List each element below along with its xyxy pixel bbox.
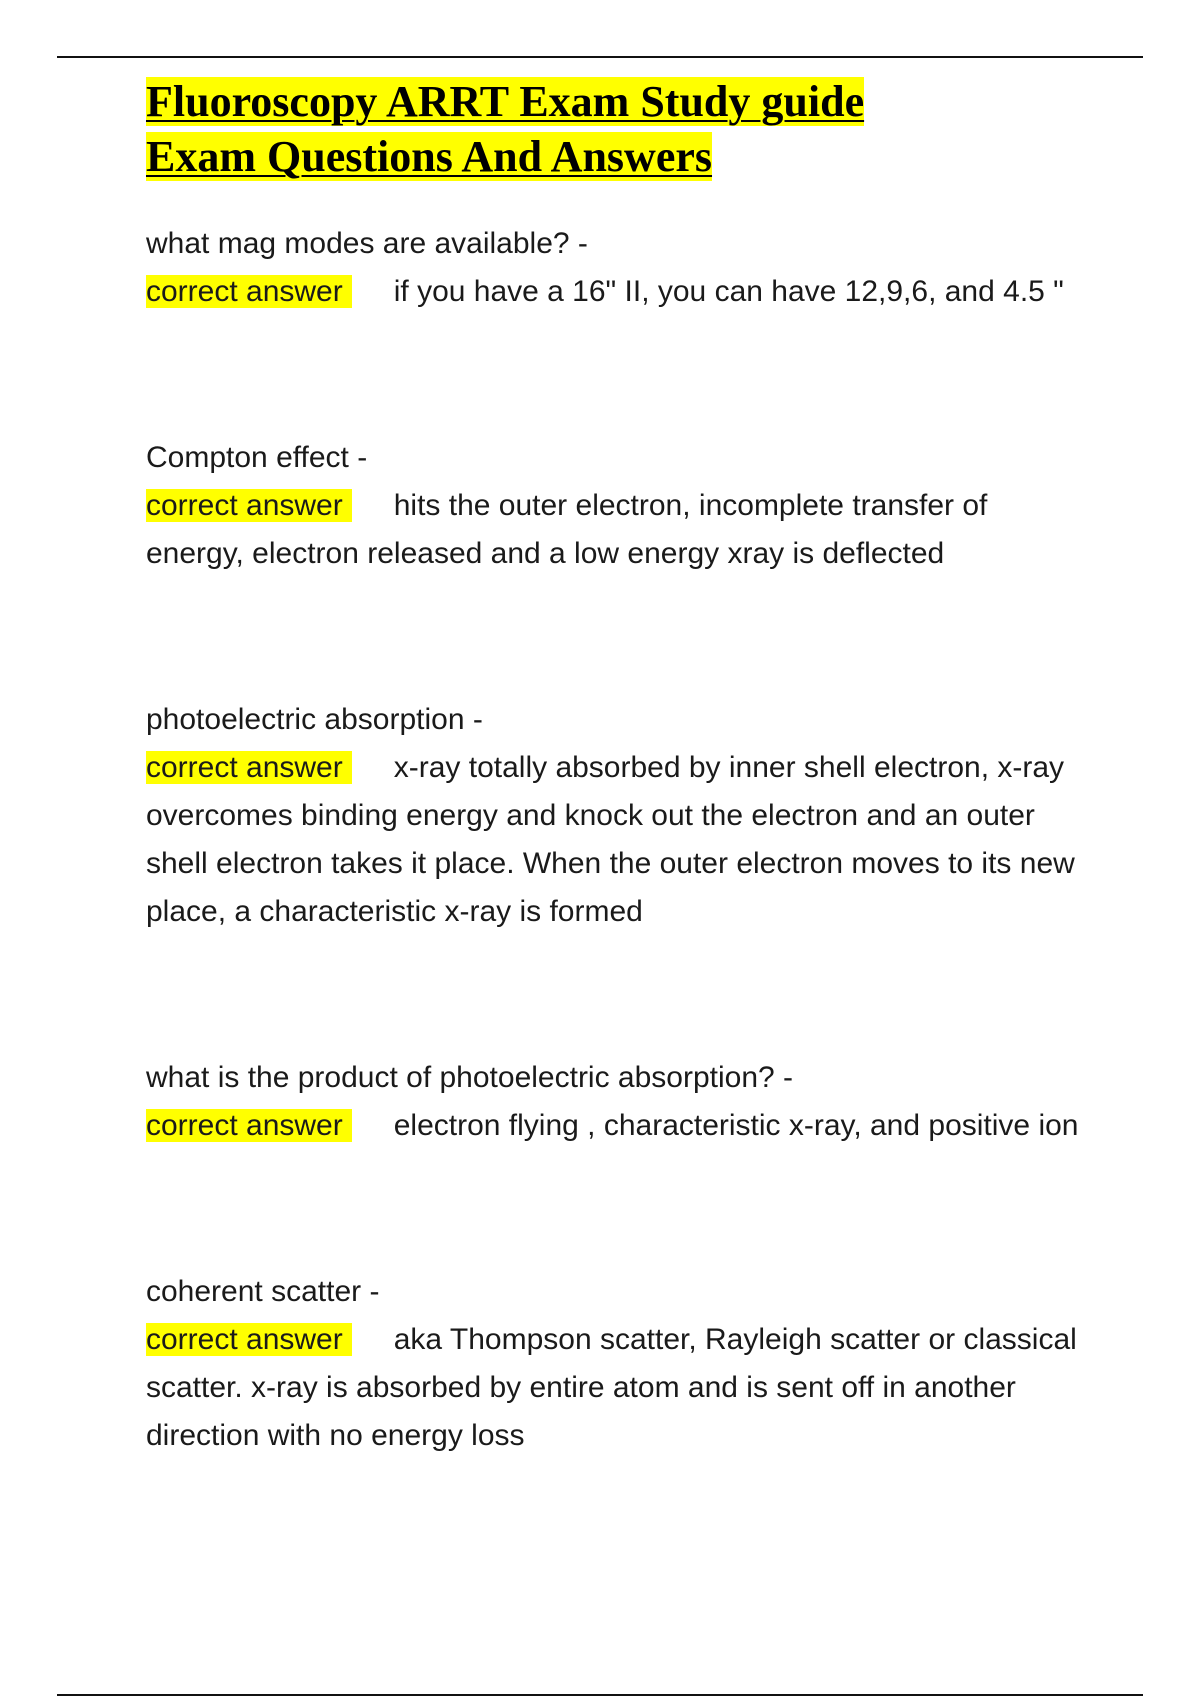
- answer-label: correct answer: [146, 751, 352, 784]
- answer-label: correct answer: [146, 489, 352, 522]
- question-text: photoelectric absorption -: [146, 703, 483, 736]
- answer-text: hits the outer electron, incomplete transfer of energy, electron released and a low energy xray is deflected: [146, 489, 988, 570]
- question-text: Compton effect -: [146, 441, 368, 474]
- qa-item: [146, 220, 1086, 316]
- qa-item: [146, 1054, 1086, 1150]
- qa-item: [146, 434, 1086, 578]
- answer-label: correct answer: [146, 1323, 352, 1356]
- qa-item: [146, 1268, 1086, 1460]
- answer-label: correct answer: [146, 275, 352, 308]
- answer-text: aka Thompson scatter, Rayleigh scatter or classical scatter. x-ray is absorbed by entire atom and is sent off in another direction with no energy loss: [146, 1323, 1077, 1452]
- title-line-1: Fluoroscopy ARRT Exam Study guide: [146, 77, 865, 126]
- top-divider: [57, 56, 1143, 58]
- answer-text: x-ray totally absorbed by inner shell electron, x-ray overcomes binding energy and knock out the electron and an outer shell electron takes it place. When the outer electron moves to its new place, a characteristic x-ray is formed: [146, 751, 1075, 928]
- question-text: what mag modes are available? -: [146, 227, 588, 260]
- answer-label: correct answer: [146, 1109, 352, 1142]
- bottom-divider: [57, 1694, 1143, 1696]
- answer-text: if you have a 16" II, you can have 12,9,6, and 4.5 ": [393, 275, 1064, 308]
- title-line-2: Exam Questions And Answers: [146, 132, 713, 181]
- document-body: [146, 74, 1086, 1460]
- qa-item: [146, 696, 1086, 936]
- question-text: coherent scatter -: [146, 1275, 380, 1308]
- answer-text: electron flying , characteristic x-ray, and positive ion: [393, 1109, 1079, 1142]
- question-text: what is the product of photoelectric absorption? -: [146, 1061, 794, 1094]
- document-title: [146, 74, 1086, 184]
